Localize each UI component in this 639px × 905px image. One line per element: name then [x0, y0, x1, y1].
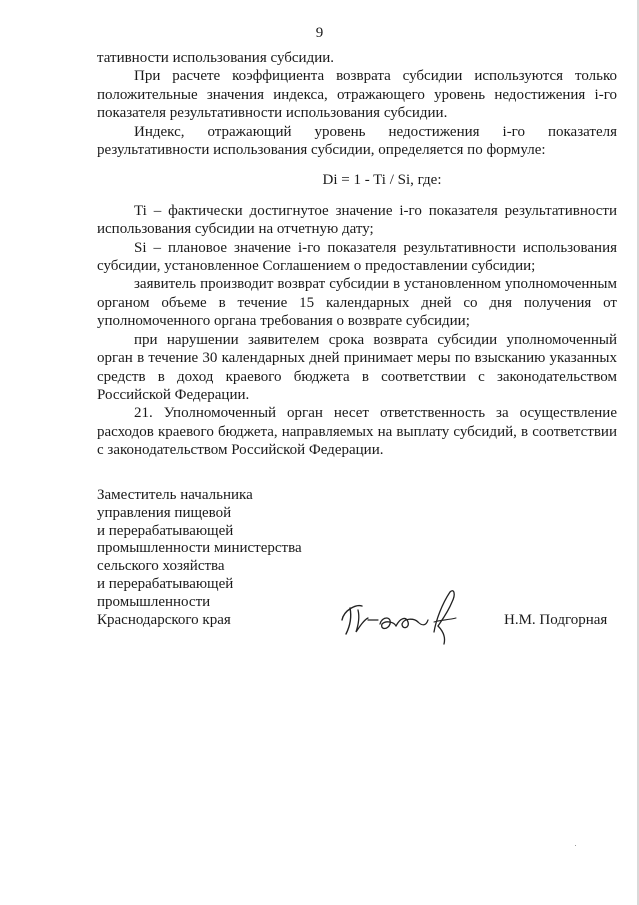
handwritten-signature [338, 586, 468, 646]
position-line: сельского хозяйства [97, 558, 225, 575]
paragraph-coefficient: При расчете коэффициента возврата субсидии используются только положительные значения индекса, отражающего уровень недостижения i-го показателя результативности использования субсидии. [97, 68, 617, 122]
position-line: управления пищевой [97, 504, 232, 521]
position-line: промышленности [97, 593, 211, 610]
paragraph-ti-definition: Ti – фактически достигнутое значение i-го показателя результативности использования субсидии на отчетную дату; [97, 202, 617, 238]
paragraph-violation: при нарушении заявителем срока возврата субсидии уполномоченный орган в течение 30 календарных дней принимает меры по взысканию указанных средств в доход краевого бюджета в соответствии с законодательством Российской Федерации. [97, 331, 617, 403]
position-line: промышленности министерства [97, 540, 302, 557]
page-number: 9 [315, 25, 324, 41]
signatory-name: Н.М. Подгорная [504, 612, 608, 628]
document-body [97, 49, 617, 460]
paragraph-si-definition: Si – плановое значение i-го показателя результативности использования субсидии, установленное Соглашением о предоставлении субсидии; [97, 239, 617, 275]
position-line: и перерабатывающей [97, 575, 234, 592]
scan-speck [575, 845, 576, 846]
paragraph-continuation: тативности использования субсидии. [97, 50, 335, 66]
formula: Di = 1 - Ti / Si, где: [322, 172, 442, 189]
position-line: и перерабатывающей [97, 522, 234, 539]
paragraph-clause-21: 21. Уполномоченный орган несет ответственность за осуществление расходов краевого бюджета, направляемых на выплату субсидий, в соответствии с законодательством Российской Федерации. [97, 405, 617, 459]
paragraph-index-definition: Индекс, отражающий уровень недостижения i-го показателя результативности использования субсидии, определяется по формуле: [97, 123, 617, 159]
position-line: Краснодарского края [97, 611, 231, 628]
signatory-position [97, 487, 337, 629]
paragraph-refund-term: заявитель производит возврат субсидии в установленном уполномоченным органом объеме в течение 15 календарных дней со дня получения от уполномоченного органа требования о возврате субсидии; [97, 276, 617, 330]
position-line: Заместитель начальника [97, 487, 253, 503]
